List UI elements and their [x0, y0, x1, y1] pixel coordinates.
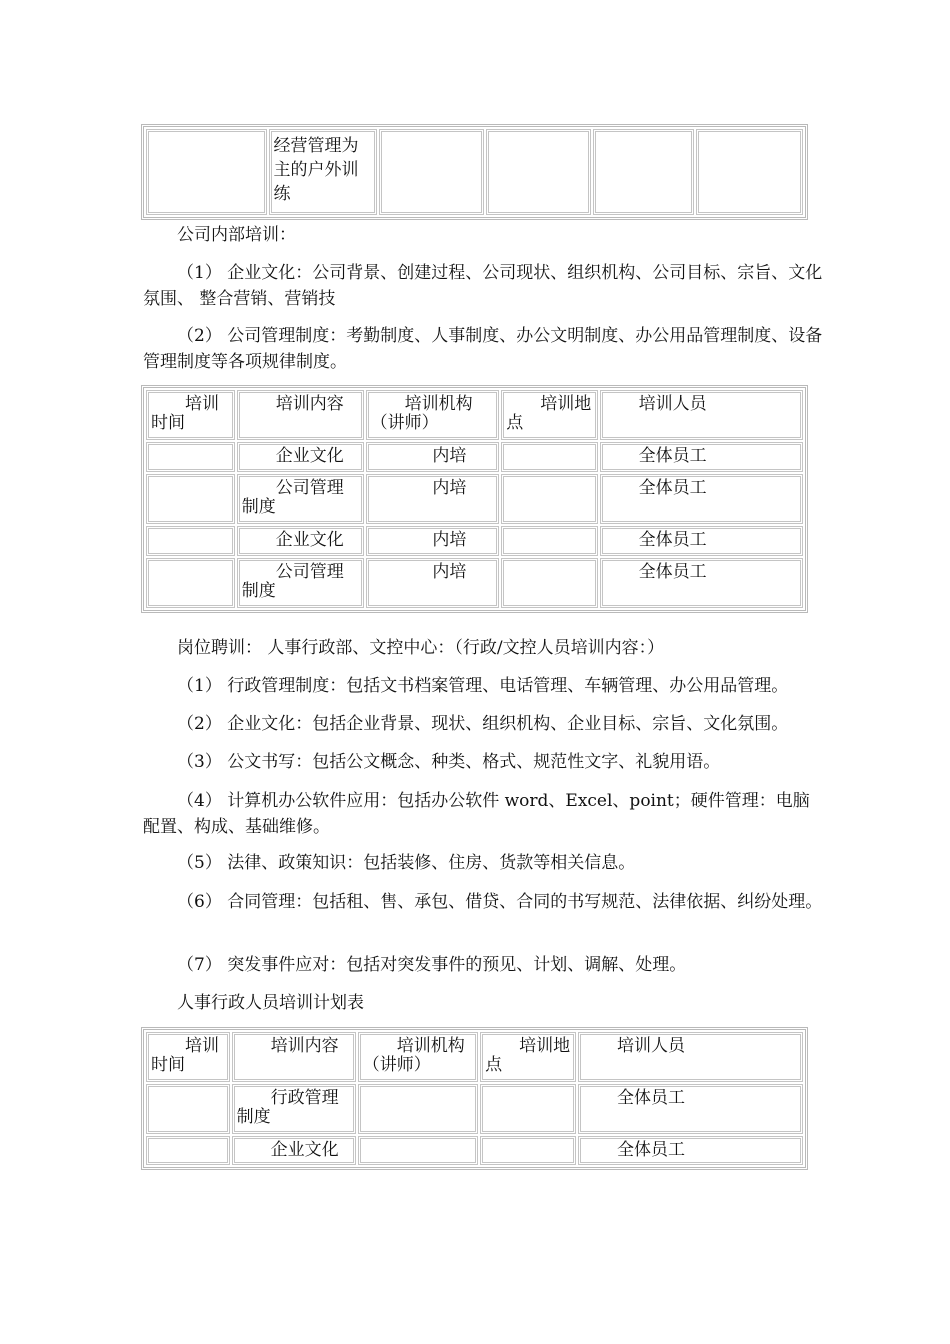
table-cell [146, 1136, 230, 1165]
table-cell [501, 442, 597, 472]
section2-item: （1） 行政管理制度：包括文书档案管理、电话管理、车辆管理、办公用品管理。 [177, 676, 789, 696]
section2-item: （5） 法律、政策知识：包括装修、住房、货款等相关信息。 [177, 853, 636, 873]
table-cell [146, 558, 235, 608]
header-cell: 培训地点 [480, 1032, 576, 1082]
table-cell: 内培 [366, 526, 500, 556]
table-row [146, 1136, 803, 1165]
section2-item: （2） 企业文化：包括企业背景、现状、组织机构、企业目标、宗旨、文化氛围。 [177, 714, 789, 734]
training-table-1 [141, 385, 808, 613]
table-cell [501, 558, 597, 608]
training-table-2 [141, 1027, 808, 1170]
table-row [146, 474, 803, 524]
table-cell: 行政管理制度 [232, 1084, 356, 1134]
section1-item: （1） 企业文化：公司背景、创建过程、公司现状、组织机构、公司目标、宗旨、文化氛围、 整合营销、营销技 [143, 263, 823, 309]
top-table-cell [486, 129, 591, 215]
table-row [146, 558, 803, 608]
header-cell: 培训地点 [501, 390, 597, 440]
table-title: 人事行政人员培训计划表 [177, 993, 364, 1013]
header-cell: 培训时间 [146, 390, 235, 440]
table-cell: 公司管理制度 [237, 474, 364, 524]
table-cell: 全体员工 [600, 526, 803, 556]
header-cell: 培训机构（讲师） [358, 1032, 478, 1082]
table-cell: 全体员工 [600, 442, 803, 472]
top-table-cell [593, 129, 694, 215]
table-cell [480, 1136, 576, 1165]
table-cell: 企业文化 [232, 1136, 356, 1165]
section2-item: （3） 公文书写：包括公文概念、种类、格式、规范性文字、礼貌用语。 [177, 752, 721, 772]
section2-item: （6） 合同管理：包括租、售、承包、借贷、合同的书写规范、法律依据、纠纷处理。 [177, 892, 823, 912]
table-cell [146, 1084, 230, 1134]
table-cell: 全体员工 [578, 1136, 803, 1165]
table-cell: 全体员工 [600, 474, 803, 524]
top-table-cell [146, 129, 267, 215]
section2-item: （4） 计算机办公软件应用：包括办公软件 word、Excel、point；硬件管理：电脑配置、构成、基础维修。 [143, 791, 810, 837]
table-cell [146, 474, 235, 524]
table-cell [358, 1084, 478, 1134]
table-cell [501, 526, 597, 556]
table-cell [501, 474, 597, 524]
header-cell: 培训时间 [146, 1032, 230, 1082]
table-row [146, 526, 803, 556]
header-cell: 培训内容 [232, 1032, 356, 1082]
table-cell: 全体员工 [578, 1084, 803, 1134]
table-header-row [146, 1032, 803, 1082]
header-cell: 培训人员 [600, 390, 803, 440]
header-cell: 培训人员 [578, 1032, 803, 1082]
top-table-cell [696, 129, 803, 215]
table-row [146, 442, 803, 472]
table-cell: 全体员工 [600, 558, 803, 608]
table-cell [146, 526, 235, 556]
table-cell [480, 1084, 576, 1134]
top-table-cell [379, 129, 484, 215]
table-cell: 内培 [366, 442, 500, 472]
section2-heading: 岗位聘训： 人事行政部、文控中心：（行政/文控人员培训内容：） [177, 638, 665, 658]
top-table-cell: 经营管理为主的户外训练 [269, 129, 377, 215]
table-cell: 公司管理制度 [237, 558, 364, 608]
table-cell: 内培 [366, 474, 500, 524]
table-cell [146, 442, 235, 472]
table-cell: 企业文化 [237, 442, 364, 472]
table-cell: 内培 [366, 558, 500, 608]
section1-heading: 公司内部培训： [177, 225, 296, 245]
table-cell [358, 1136, 478, 1165]
section2-item: （7） 突发事件应对：包括对突发事件的预见、计划、调解、处理。 [177, 955, 687, 975]
table-cell: 企业文化 [237, 526, 364, 556]
table-row [146, 1084, 803, 1134]
table-header-row [146, 390, 803, 440]
header-cell: 培训机构（讲师） [366, 390, 500, 440]
section1-item: （2） 公司管理制度：考勤制度、人事制度、办公文明制度、办公用品管理制度、设备管理制度等各项规律制度。 [143, 326, 823, 372]
top-table [141, 124, 808, 220]
header-cell: 培训内容 [237, 390, 364, 440]
